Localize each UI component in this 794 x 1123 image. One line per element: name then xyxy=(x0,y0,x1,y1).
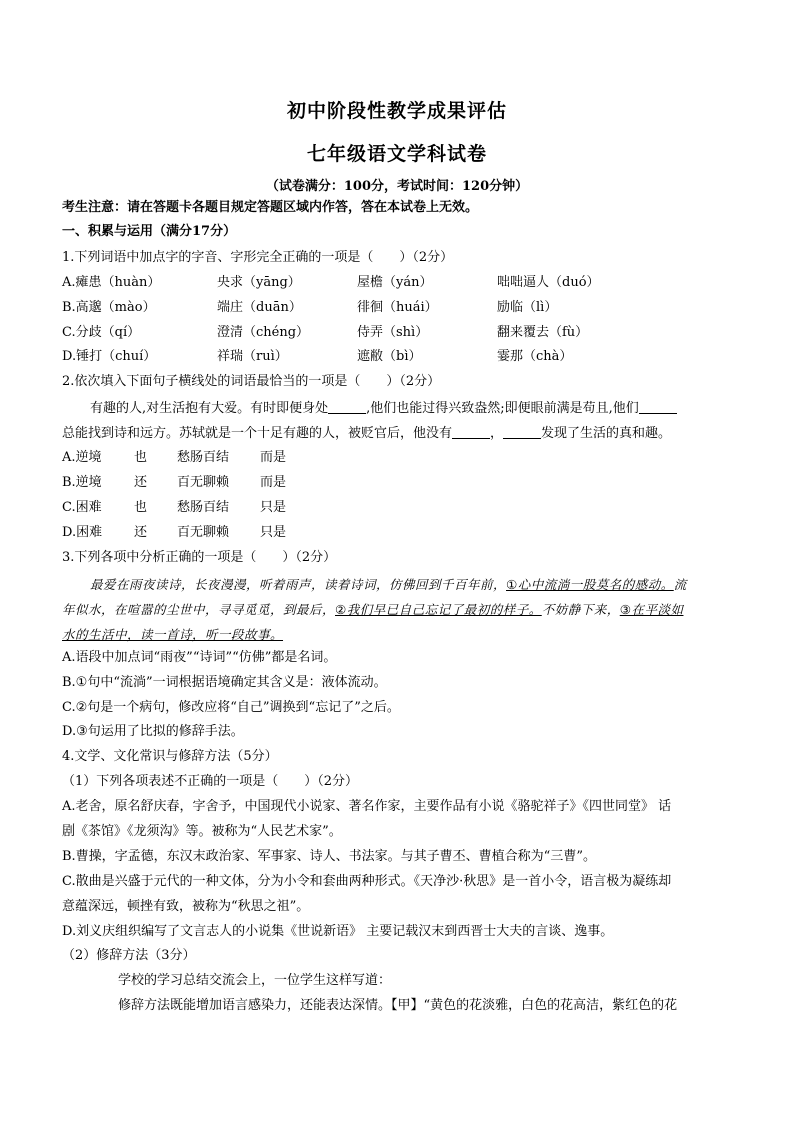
q3-text: 最爱在雨夜读诗，长夜漫漫，听着雨声，读着诗词，仿佛回到千百年前， xyxy=(90,577,507,592)
q4-option-cont: 意蕴深远，顿挫有致，被称为“秋思之祖”。 xyxy=(62,899,310,914)
q1-cell: 澄清（chéng） xyxy=(217,325,310,340)
exam-info: （试卷满分：100分，考试时间：120分钟） xyxy=(265,179,529,194)
q2-option-row xyxy=(62,499,732,517)
exam-title: 初中阶段性教学成果评估 xyxy=(286,100,507,122)
q2-text: ,他们也能过得兴致盎然;即便眼前满是苟且,他们 xyxy=(366,401,639,416)
q3-passage-line xyxy=(62,623,732,647)
q2-cell: 只是 xyxy=(260,525,287,540)
q2-option-row xyxy=(62,524,732,542)
q4-option-cont: 剧《茶馆》《龙须沟》等。被称为“人民艺术家”。 xyxy=(62,824,342,839)
q1-cell: 端庄（duān） xyxy=(217,300,302,315)
q3-stem: 3.下列各项中分析正确的一项是（ ）（2分） xyxy=(62,550,337,565)
q3-text: 流 xyxy=(673,577,687,592)
q1-cell: B.高邈（mào） xyxy=(62,300,156,315)
q2-text: 有趣的人,对生活抱有大爱。有时即便身处 xyxy=(90,401,329,416)
q2-cell: 还 xyxy=(134,475,148,490)
fill-blank xyxy=(328,399,366,414)
q1-option-row xyxy=(62,348,732,366)
q2-cell: 还 xyxy=(134,525,148,540)
q2-cell: 而是 xyxy=(260,450,287,465)
q1-cell: 翻来覆去（fù） xyxy=(497,325,589,340)
q2-option-row xyxy=(62,449,732,467)
q2-cell: 愁肠百结 xyxy=(177,450,230,465)
q3-option: B.①句中“流淌”一词根据语境确定其含义是：液体流动。 xyxy=(62,675,387,690)
q2-text: 总能找到诗和远方。苏轼就是一个十足有趣的人，被贬官后，他没有 xyxy=(62,426,453,441)
q1-cell: 霎那（chà） xyxy=(497,349,573,364)
q1-option-row xyxy=(62,274,732,292)
q1-cell: A.瘫患（huàn） xyxy=(62,275,161,290)
q3-underlined: ①心中流淌一股莫名的感动。 xyxy=(506,577,674,592)
q4-option: D.刘义庆组织编写了文言志人的小说集《世说新语》 主要记载汉末到西晋士大夫的言谈、逸事。 xyxy=(62,924,614,939)
q1-cell: D.锤打（chuí） xyxy=(62,349,157,364)
q2-cell: A.逆境 xyxy=(62,450,102,465)
q2-cell: 百无聊赖 xyxy=(177,525,230,540)
q3-option: D.③句运用了比拟的修辞手法。 xyxy=(62,724,244,739)
q3-text: 年似水，在喧嚣的尘世中，寻寻觅觅，到最后， xyxy=(62,602,336,617)
q1-cell: 咄咄逼人（duó） xyxy=(497,275,600,290)
q1-option-row xyxy=(62,299,732,317)
q3-passage-line xyxy=(62,598,732,622)
q1-cell: 励临（lì） xyxy=(497,300,558,315)
q2-text: 发现了生活的真和趣。 xyxy=(541,426,672,441)
q1-cell: 祥瑞（ruì） xyxy=(217,349,288,364)
q1-cell: C.分歧（qí） xyxy=(62,325,141,340)
q3-option: C.②句是一个病句，修改应将“自己”调换到“忘记了”之后。 xyxy=(62,700,400,715)
section-heading: 一、积累与运用（满分17分） xyxy=(62,224,237,239)
q2-cell: B.逆境 xyxy=(62,475,102,490)
q1-cell: 遮敝（bì） xyxy=(357,349,422,364)
q2-cell: 也 xyxy=(134,450,148,465)
q1-option-row xyxy=(62,324,732,342)
q2-cell: 而是 xyxy=(260,475,287,490)
q4-passage: 修辞方法既能增加语言感染力，还能表达深情。【甲】“黄色的花淡雅，白色的花高洁，紫红色的花 xyxy=(118,998,678,1013)
q3-underlined: 水的生活中，读一首诗，听一段故事。 xyxy=(62,627,284,642)
q2-cell: 也 xyxy=(134,500,148,515)
q2-passage-line xyxy=(62,399,732,418)
q3-underlined: ③在平淡如 xyxy=(619,602,684,617)
q2-text: ， xyxy=(490,426,504,441)
q2-cell: 百无聊赖 xyxy=(177,475,230,490)
fill-blank xyxy=(503,424,541,439)
q4-passage: 学校的学习总结交流会上，一位学生这样写道： xyxy=(118,973,392,988)
q2-cell: 只是 xyxy=(260,500,287,515)
q2-cell: C.困难 xyxy=(62,500,102,515)
q3-text: 不妨静下来， xyxy=(541,602,620,617)
q4-sub2: （2）修辞方法（3分） xyxy=(62,948,196,963)
q4-option: B.曹操，字孟德，东汉末政治家、军事家、诗人、书法家。与其子曹丕、曹植合称为“三曹”。 xyxy=(62,849,596,864)
q3-underlined: ②我们早已自己忘记了最初的样子。 xyxy=(335,602,542,617)
q1-cell: 屋檐（yán） xyxy=(357,275,433,290)
q1-cell: 侍弄（shì） xyxy=(357,325,429,340)
q3-passage-line xyxy=(62,573,732,597)
q2-cell: 愁肠百结 xyxy=(177,500,230,515)
q4-option: C.散曲是兴盛于元代的一种文体，分为小令和套曲两种形式。《天净沙·秋思》是一首小令，语言极为凝练却 xyxy=(62,874,672,889)
q2-passage-line xyxy=(62,424,732,443)
exam-subtitle-grade: 七年级语文学科试卷 xyxy=(306,143,487,165)
q1-stem: 1.下列词语中加点字的字音、字形完全正确的一项是（ ）（2分） xyxy=(62,250,454,265)
q2-cell: D.困难 xyxy=(62,525,103,540)
q1-cell: 徘徊（huái） xyxy=(357,300,438,315)
q2-stem: 2.依次填入下面句子横线处的词语最恰当的一项是（ ）（2分） xyxy=(62,374,441,389)
q4-sub1: （1）下列各项表述不正确的一项是（ ）（2分） xyxy=(62,774,359,789)
notice: 考生注意：请在答题卡各题目规定答题区域内作答，答在本试卷上无效。 xyxy=(62,200,479,215)
q3-option: A.语段中加点词“雨夜”“诗词”“仿佛”都是名词。 xyxy=(62,650,337,665)
q2-option-row xyxy=(62,474,732,492)
fill-blank xyxy=(452,424,490,439)
fill-blank xyxy=(639,399,677,414)
q4-stem: 4.文学、文化常识与修辞方法（5分） xyxy=(62,749,278,764)
q1-cell: 央求（yāng） xyxy=(217,275,301,290)
q4-option: A.老舍，原名舒庆春，字舍予，中国现代小说家、著名作家，主要作品有小说《骆驼祥子》《四世同堂》 话 xyxy=(62,799,672,814)
